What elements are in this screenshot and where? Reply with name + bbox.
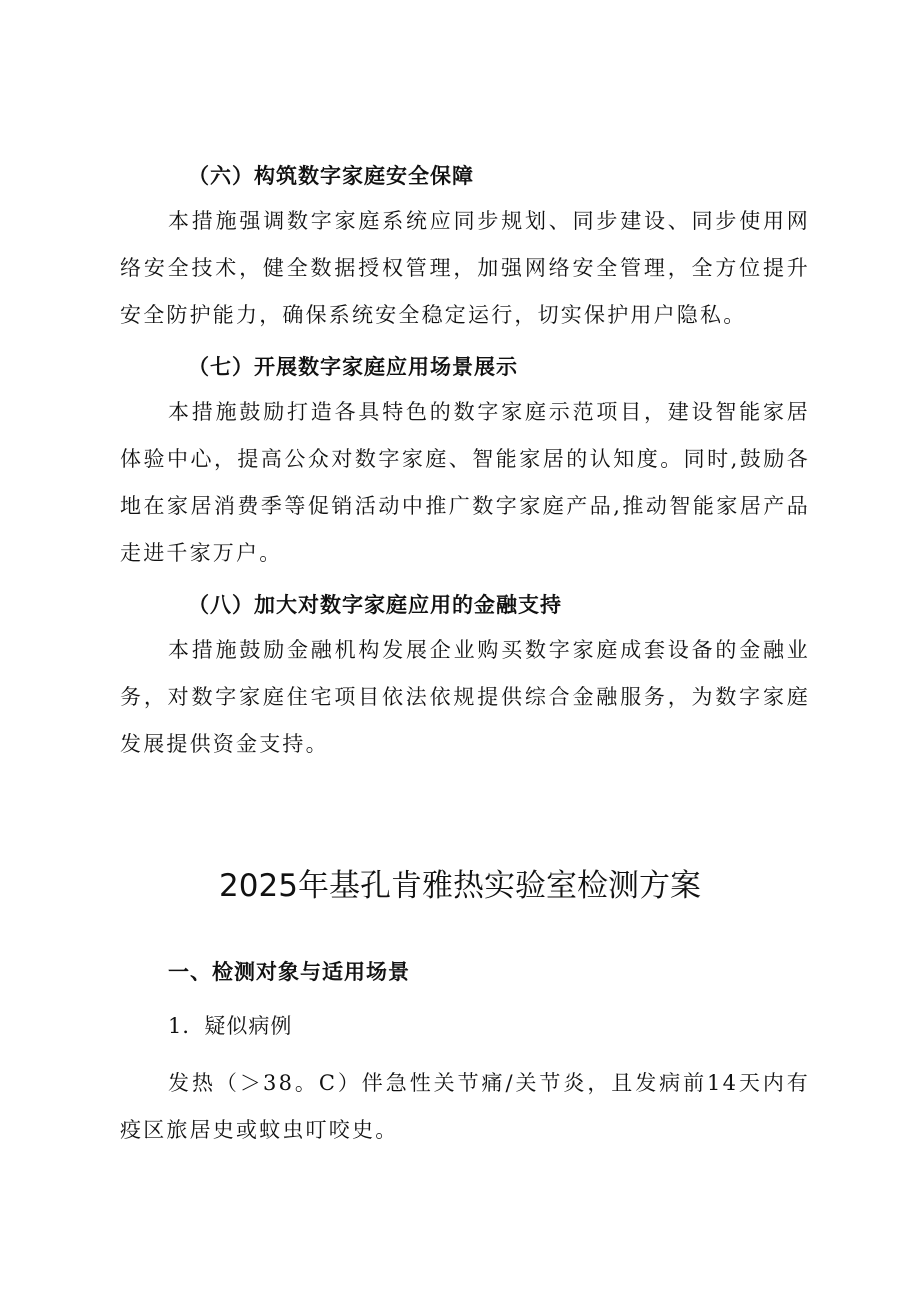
part-1-heading: 一、检测对象与适用场景 — [168, 959, 410, 984]
section-6-heading: （六）构筑数字家庭安全保障 — [188, 163, 474, 188]
section-7-body: 本措施鼓励打造各具特色的数字家庭示范项目，建设智能家居体验中心，提高公众对数字家庭、智能家居的认知度。同时,鼓励各地在家居消费季等促销活动中推广数字家庭产品,推动智能家居产品走进千家万户。 — [120, 400, 810, 565]
section-8-body: 本措施鼓励金融机构发展企业购买数字家庭成套设备的金融业务，对数字家庭住宅项目依法依规提供综合金融服务，为数字家庭发展提供资金支持。 — [120, 638, 810, 756]
item-1-body: 发热（＞38。C）伴急性关节痛/关节炎，且发病前14天内有疫区旅居史或蚊虫叮咬史。 — [120, 1071, 810, 1142]
section-6-body: 本措施强调数字家庭系统应同步规划、同步建设、同步使用网络安全技术，健全数据授权管理，加强网络安全管理，全方位提升安全防护能力，确保系统安全稳定运行，切实保护用户隐私。 — [120, 209, 810, 327]
document-title: 2025年基孔肯雅热实验室检测方案 — [219, 868, 701, 904]
item-1-heading: 1．疑似病例 — [168, 1014, 293, 1038]
section-8-heading: （八）加大对数字家庭应用的金融支持 — [188, 592, 562, 617]
section-7-heading: （七）开展数字家庭应用场景展示 — [188, 354, 518, 379]
